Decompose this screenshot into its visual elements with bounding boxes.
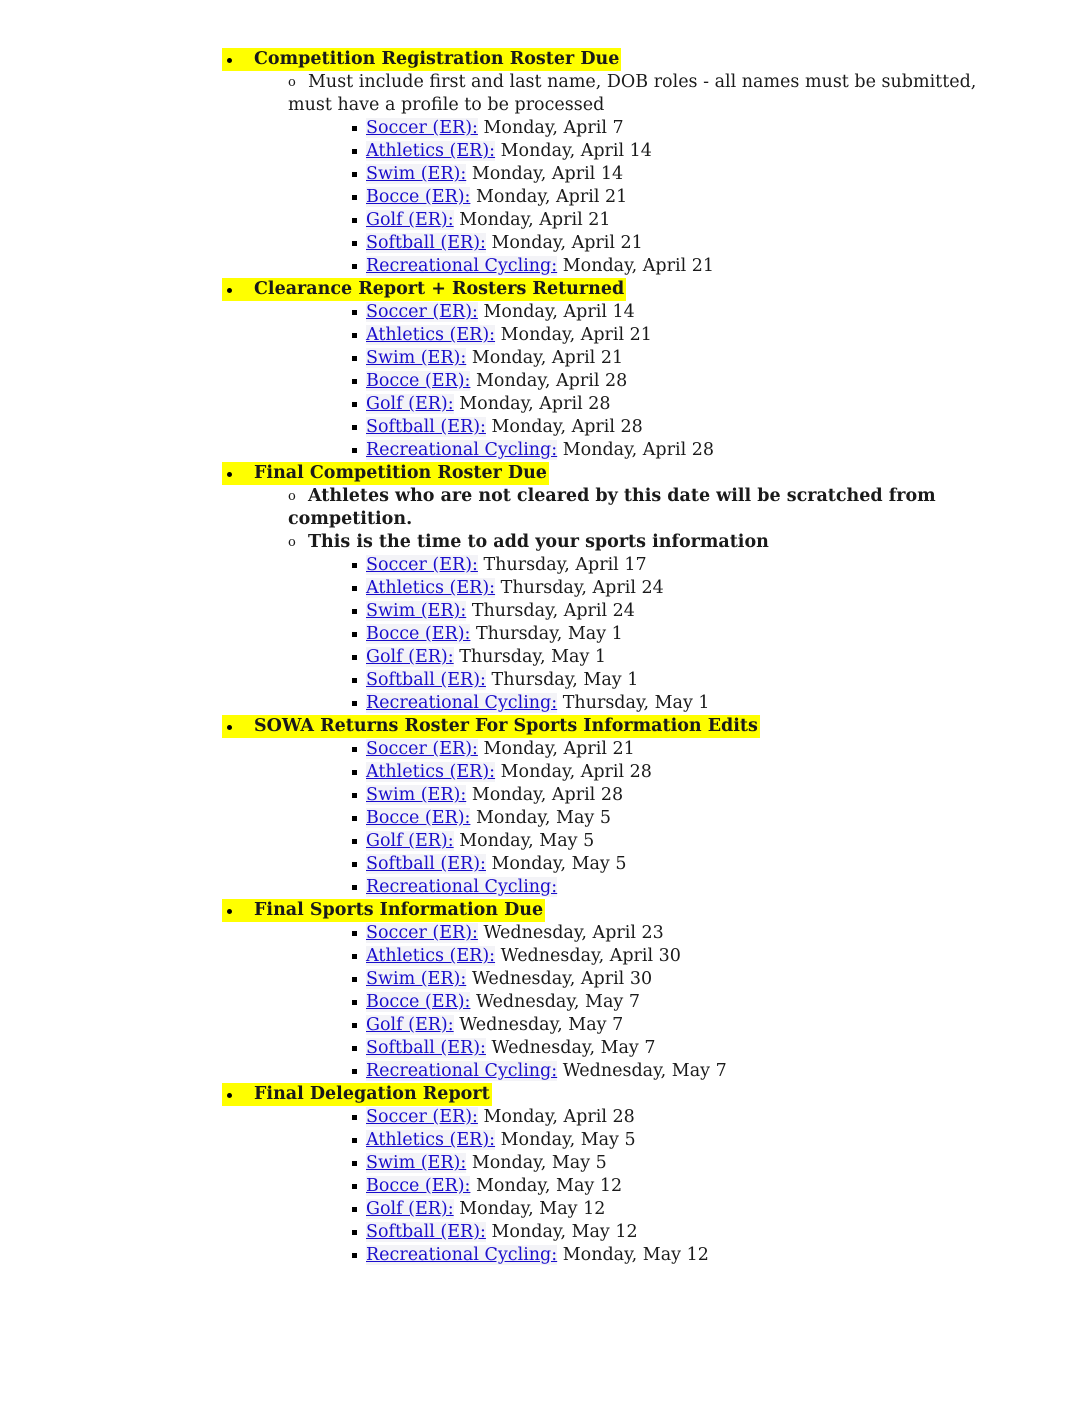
deadline-item — [0, 577, 1088, 600]
deadline-date: Wednesday, April 23 — [483, 923, 664, 943]
item-text — [366, 692, 710, 715]
deadline-date: Thursday, April 24 — [471, 601, 635, 621]
square-bullet-icon — [352, 379, 357, 384]
square-bullet-icon — [352, 1115, 357, 1120]
item-text — [366, 876, 557, 899]
square-bullet-icon — [352, 402, 357, 407]
deadline-date: Wednesday, May 7 — [562, 1061, 727, 1081]
deadline-date: Monday, April 21 — [562, 256, 715, 276]
circle-bullet-icon: o — [288, 489, 296, 504]
square-bullet-icon — [352, 1138, 357, 1143]
note-line — [0, 94, 1088, 117]
item-text — [366, 439, 714, 462]
deadline-item — [0, 830, 1088, 853]
square-bullet-icon — [352, 241, 357, 246]
sport-link[interactable]: Athletics (ER): — [366, 578, 496, 598]
item-text — [366, 255, 714, 278]
square-bullet-icon — [352, 586, 357, 591]
sport-link[interactable]: Soccer (ER): — [366, 1107, 478, 1127]
deadline-date: Monday, April 14 — [483, 302, 635, 322]
item-text — [366, 738, 635, 761]
note-line — [0, 71, 1088, 94]
square-bullet-icon — [352, 1253, 357, 1258]
deadline-item — [0, 301, 1088, 324]
sport-link[interactable]: Athletics (ER): — [366, 141, 496, 161]
item-text — [366, 163, 623, 186]
deadline-date: Monday, May 12 — [562, 1245, 709, 1265]
item-text — [366, 669, 638, 692]
section-heading — [0, 715, 1088, 738]
item-text — [366, 1152, 607, 1175]
sport-link[interactable]: Recreational Cycling: — [366, 693, 558, 713]
deadline-item — [0, 991, 1088, 1014]
deadline-date: Monday, April 14 — [500, 141, 652, 161]
deadline-item — [0, 1244, 1088, 1267]
sport-link[interactable]: Recreational Cycling: — [366, 1061, 558, 1081]
square-bullet-icon — [352, 1207, 357, 1212]
item-text — [366, 1221, 638, 1244]
deadline-date: Monday, May 12 — [476, 1176, 623, 1196]
deadline-item — [0, 439, 1088, 462]
bullet-icon — [222, 48, 252, 71]
sport-link[interactable]: Softball (ER): — [366, 670, 486, 690]
deadline-item — [0, 370, 1088, 393]
square-bullet-icon — [352, 931, 357, 936]
deadline-item — [0, 554, 1088, 577]
deadline-item — [0, 692, 1088, 715]
square-bullet-icon — [352, 977, 357, 982]
section-title: Clearance Report + Rosters Returned — [254, 279, 625, 299]
sport-link[interactable]: Recreational Cycling: — [366, 877, 558, 897]
sport-link[interactable]: Golf (ER): — [366, 647, 454, 667]
item-text — [366, 1060, 727, 1083]
item-text — [366, 646, 606, 669]
item-text — [366, 1037, 656, 1060]
deadline-date: Thursday, April 24 — [500, 578, 664, 598]
note-text: must have a profile to be processed — [288, 95, 605, 115]
deadline-date: Monday, April 28 — [562, 440, 715, 460]
sport-link[interactable]: Bocce (ER): — [366, 808, 471, 828]
deadline-item — [0, 1152, 1088, 1175]
deadline-date: Wednesday, May 7 — [476, 992, 640, 1012]
square-bullet-icon — [352, 1000, 357, 1005]
square-bullet-icon — [352, 1023, 357, 1028]
deadline-date: Monday, April 21 — [500, 325, 652, 345]
section-heading — [0, 48, 1088, 71]
sport-link[interactable]: Bocce (ER): — [366, 371, 471, 391]
sport-link[interactable]: Soccer (ER): — [366, 923, 478, 943]
square-bullet-icon — [352, 264, 357, 269]
item-text — [366, 186, 627, 209]
sport-link[interactable]: Swim (ER): — [366, 601, 467, 621]
sport-link[interactable]: Softball (ER): — [366, 417, 486, 437]
deadline-item — [0, 646, 1088, 669]
deadline-item — [0, 784, 1088, 807]
note-line — [0, 531, 1088, 554]
bullet-icon — [222, 1083, 252, 1106]
item-text — [366, 1014, 623, 1037]
sport-link[interactable]: Soccer (ER): — [366, 739, 478, 759]
item-text — [366, 1129, 636, 1152]
note-line — [0, 485, 1088, 508]
bullet-icon — [222, 899, 252, 922]
deadline-item — [0, 1106, 1088, 1129]
sport-link[interactable]: Softball (ER): — [366, 233, 486, 253]
deadline-item — [0, 761, 1088, 784]
sport-link[interactable]: Softball (ER): — [366, 1038, 486, 1058]
sport-link[interactable]: Bocce (ER): — [366, 624, 471, 644]
deadline-date: Monday, April 28 — [459, 394, 611, 414]
square-bullet-icon — [352, 747, 357, 752]
item-text — [366, 761, 652, 784]
square-bullet-icon — [352, 172, 357, 177]
item-text — [366, 623, 623, 646]
deadline-item — [0, 1014, 1088, 1037]
square-bullet-icon — [352, 793, 357, 798]
note-text: Must include first and last name, DOB roles - all names must be submitted, — [308, 72, 977, 92]
deadline-date: Monday, May 12 — [491, 1222, 638, 1242]
square-bullet-icon — [352, 609, 357, 614]
deadline-item — [0, 600, 1088, 623]
item-text — [366, 991, 640, 1014]
deadline-date: Monday, April 28 — [483, 1107, 635, 1127]
deadline-date: Monday, May 5 — [471, 1153, 607, 1173]
bullet-icon — [222, 278, 252, 301]
deadline-item — [0, 876, 1088, 899]
item-text — [366, 1175, 622, 1198]
sport-link[interactable]: Golf (ER): — [366, 831, 454, 851]
square-bullet-icon — [352, 310, 357, 315]
square-bullet-icon — [352, 678, 357, 683]
deadline-date: Monday, April 28 — [500, 762, 652, 782]
deadline-date: Monday, April 21 — [471, 348, 624, 368]
deadline-date: Monday, May 5 — [476, 808, 611, 828]
square-bullet-icon — [352, 356, 357, 361]
item-text — [366, 324, 652, 347]
deadline-date: Monday, April 7 — [483, 118, 624, 138]
deadline-date: Monday, May 5 — [491, 854, 627, 874]
square-bullet-icon — [352, 632, 357, 637]
deadline-item — [0, 1060, 1088, 1083]
deadline-item — [0, 807, 1088, 830]
item-text — [366, 830, 594, 853]
note-text: Athletes who are not cleared by this date will be scratched from — [308, 486, 936, 506]
sport-link[interactable]: Golf (ER): — [366, 394, 454, 414]
section-title: Final Delegation Report — [254, 1084, 490, 1104]
deadline-item — [0, 968, 1088, 991]
deadline-item — [0, 255, 1088, 278]
item-text — [366, 600, 635, 623]
item-text — [366, 968, 652, 991]
item-text — [366, 117, 624, 140]
deadline-date: Thursday, May 1 — [491, 670, 639, 690]
item-text — [366, 140, 652, 163]
item-text — [366, 209, 611, 232]
section-title: Final Competition Roster Due — [254, 463, 547, 483]
section-title: Competition Registration Roster Due — [254, 49, 620, 69]
deadline-item — [0, 1198, 1088, 1221]
section-heading — [0, 462, 1088, 485]
deadline-date: Thursday, April 17 — [483, 555, 647, 575]
deadline-date: Thursday, May 1 — [459, 647, 607, 667]
square-bullet-icon — [352, 1230, 357, 1235]
deadline-date: Monday, April 21 — [459, 210, 611, 230]
deadline-date: Monday, May 5 — [500, 1130, 636, 1150]
note-text: This is the time to add your sports information — [308, 532, 769, 552]
square-bullet-icon — [352, 885, 357, 890]
sport-link[interactable]: Recreational Cycling: — [366, 440, 558, 460]
square-bullet-icon — [352, 333, 357, 338]
sport-link[interactable]: Swim (ER): — [366, 164, 467, 184]
sport-link[interactable]: Athletics (ER): — [366, 325, 496, 345]
deadline-item — [0, 186, 1088, 209]
deadline-item — [0, 347, 1088, 370]
square-bullet-icon — [352, 448, 357, 453]
sport-link[interactable]: Golf (ER): — [366, 210, 454, 230]
section-title: Final Sports Information Due — [254, 900, 544, 920]
deadline-date: Monday, April 14 — [471, 164, 624, 184]
square-bullet-icon — [352, 1069, 357, 1074]
sport-link[interactable]: Swim (ER): — [366, 1153, 467, 1173]
square-bullet-icon — [352, 218, 357, 223]
item-text — [366, 232, 643, 255]
section-heading — [0, 899, 1088, 922]
section-heading — [0, 278, 1088, 301]
square-bullet-icon — [352, 195, 357, 200]
deadline-item — [0, 1221, 1088, 1244]
deadline-item — [0, 1129, 1088, 1152]
sport-link[interactable]: Athletics (ER): — [366, 762, 496, 782]
square-bullet-icon — [352, 862, 357, 867]
deadline-item — [0, 738, 1088, 761]
sport-link[interactable]: Soccer (ER): — [366, 555, 478, 575]
square-bullet-icon — [352, 655, 357, 660]
deadline-date: Monday, April 21 — [491, 233, 643, 253]
deadline-date: Thursday, May 1 — [476, 624, 623, 644]
sport-link[interactable]: Recreational Cycling: — [366, 256, 558, 276]
square-bullet-icon — [352, 701, 357, 706]
deadline-date: Thursday, May 1 — [562, 693, 710, 713]
circle-bullet-icon: o — [288, 535, 296, 550]
square-bullet-icon — [352, 1184, 357, 1189]
deadline-item — [0, 232, 1088, 255]
sport-link[interactable]: Softball (ER): — [366, 854, 486, 874]
item-text — [366, 945, 681, 968]
sport-link[interactable]: Athletics (ER): — [366, 946, 496, 966]
square-bullet-icon — [352, 425, 357, 430]
deadline-item — [0, 209, 1088, 232]
square-bullet-icon — [352, 563, 357, 568]
item-text — [366, 1244, 709, 1267]
deadline-item — [0, 623, 1088, 646]
deadline-item — [0, 669, 1088, 692]
deadline-item — [0, 393, 1088, 416]
deadline-item — [0, 416, 1088, 439]
item-text — [366, 807, 611, 830]
deadline-item — [0, 324, 1088, 347]
deadline-date: Monday, April 28 — [491, 417, 643, 437]
deadline-item — [0, 922, 1088, 945]
deadline-item — [0, 140, 1088, 163]
square-bullet-icon — [352, 954, 357, 959]
sport-link[interactable]: Swim (ER): — [366, 348, 467, 368]
sport-link[interactable]: Recreational Cycling: — [366, 1245, 558, 1265]
deadline-date: Monday, May 5 — [459, 831, 595, 851]
note-line — [0, 508, 1088, 531]
square-bullet-icon — [352, 816, 357, 821]
section-heading — [0, 1083, 1088, 1106]
item-text — [366, 1198, 605, 1221]
item-text — [366, 853, 627, 876]
square-bullet-icon — [352, 839, 357, 844]
deadline-item — [0, 117, 1088, 140]
item-text — [366, 1106, 635, 1129]
item-text — [366, 577, 664, 600]
bullet-icon — [222, 715, 252, 738]
sport-link[interactable]: Swim (ER): — [366, 969, 467, 989]
deadline-item — [0, 853, 1088, 876]
sport-link[interactable]: Bocce (ER): — [366, 187, 471, 207]
deadline-item — [0, 1037, 1088, 1060]
sport-link[interactable]: Swim (ER): — [366, 785, 467, 805]
circle-bullet-icon: o — [288, 75, 296, 90]
sport-link[interactable]: Bocce (ER): — [366, 1176, 471, 1196]
square-bullet-icon — [352, 1161, 357, 1166]
sport-link[interactable]: Soccer (ER): — [366, 118, 478, 138]
sport-link[interactable]: Golf (ER): — [366, 1199, 454, 1219]
deadline-date: Wednesday, April 30 — [500, 946, 681, 966]
item-text — [366, 784, 623, 807]
item-text — [366, 393, 611, 416]
deadline-item — [0, 945, 1088, 968]
sport-link[interactable]: Athletics (ER): — [366, 1130, 496, 1150]
deadline-date: Monday, April 21 — [476, 187, 628, 207]
square-bullet-icon — [352, 770, 357, 775]
deadline-date: Monday, April 21 — [483, 739, 635, 759]
sport-link[interactable]: Bocce (ER): — [366, 992, 471, 1012]
sport-link[interactable]: Soccer (ER): — [366, 302, 478, 322]
square-bullet-icon — [352, 1046, 357, 1051]
deadline-date: Monday, April 28 — [476, 371, 628, 391]
square-bullet-icon — [352, 149, 357, 154]
document-body — [0, 48, 1088, 1267]
item-text — [366, 554, 647, 577]
sport-link[interactable]: Softball (ER): — [366, 1222, 486, 1242]
deadline-date: Wednesday, May 7 — [491, 1038, 656, 1058]
item-text — [366, 347, 623, 370]
sport-link[interactable]: Golf (ER): — [366, 1015, 454, 1035]
item-text — [366, 370, 627, 393]
deadline-date: Wednesday, April 30 — [471, 969, 653, 989]
note-text: competition. — [288, 509, 413, 529]
item-text — [366, 416, 643, 439]
item-text — [366, 922, 664, 945]
deadline-item — [0, 1175, 1088, 1198]
deadline-item — [0, 163, 1088, 186]
square-bullet-icon — [352, 126, 357, 131]
deadline-date: Wednesday, May 7 — [459, 1015, 624, 1035]
deadline-date: Monday, April 28 — [471, 785, 624, 805]
deadline-date: Monday, May 12 — [459, 1199, 606, 1219]
bullet-icon — [222, 462, 252, 485]
item-text — [366, 301, 635, 324]
section-title: SOWA Returns Roster For Sports Information Edits — [254, 716, 758, 736]
